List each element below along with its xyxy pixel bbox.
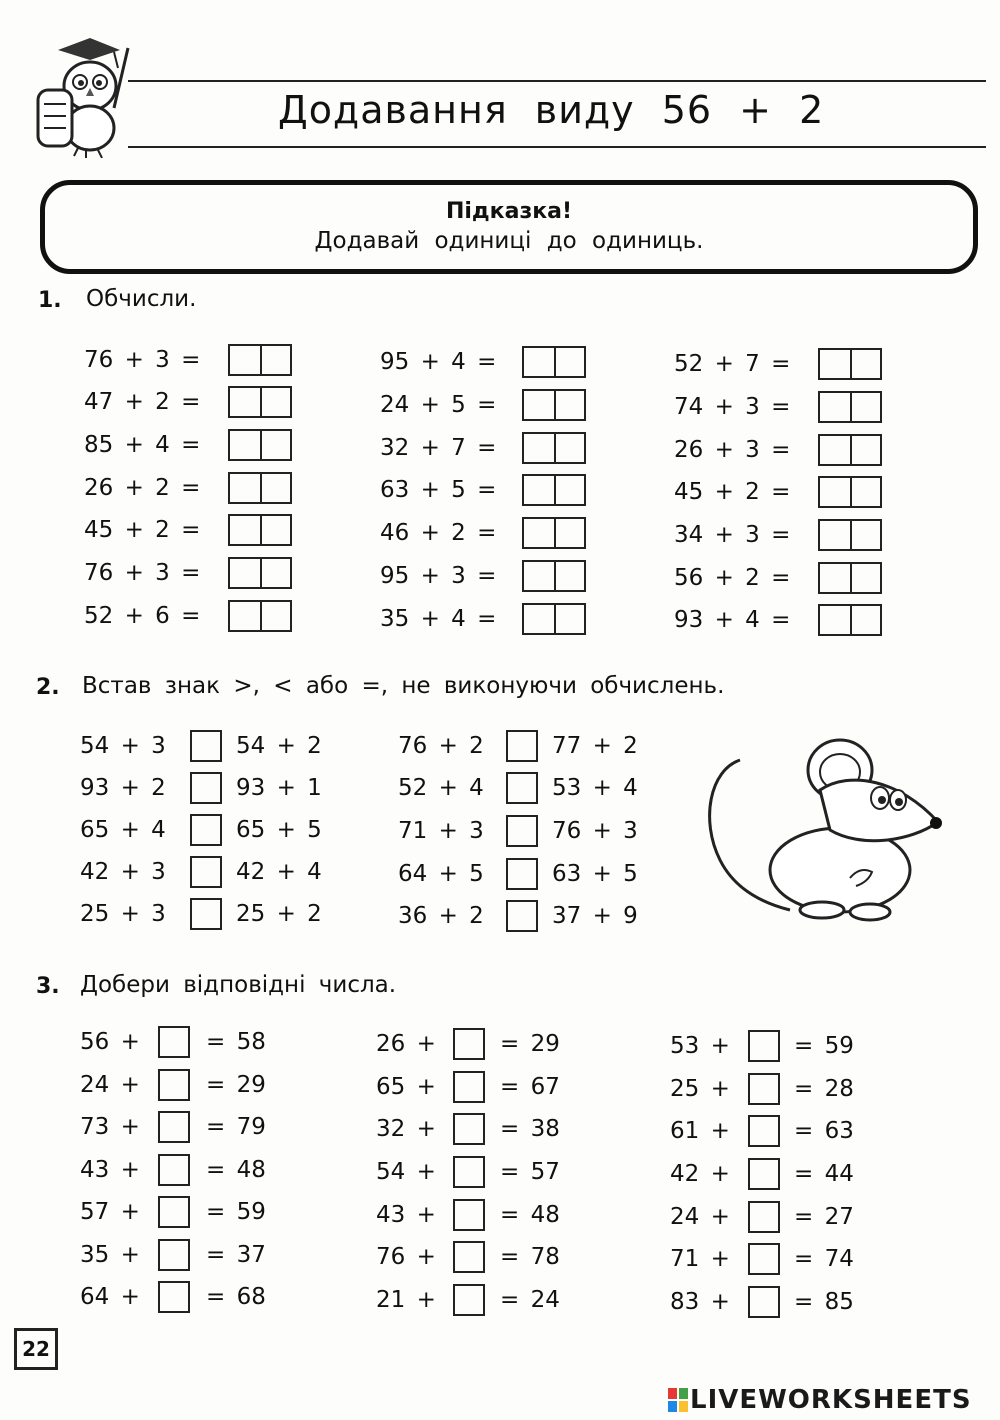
- task3-number: 3.: [36, 974, 60, 999]
- task1-expression: 85 + 4 =: [84, 432, 201, 458]
- left-expression: 93 + 2: [80, 775, 166, 801]
- sign-box[interactable]: [506, 900, 538, 932]
- answer-box[interactable]: [818, 434, 882, 466]
- missing-number-box[interactable]: [453, 1199, 485, 1231]
- right-expression: 37 + 9: [552, 903, 638, 929]
- missing-number-box[interactable]: [748, 1073, 780, 1105]
- missing-number-box[interactable]: [158, 1239, 190, 1271]
- result: = 27: [794, 1204, 854, 1230]
- answer-box[interactable]: [522, 432, 586, 464]
- left-operand: 21 +: [376, 1287, 436, 1313]
- answer-box[interactable]: [522, 346, 586, 378]
- task1-expression: 35 + 4 =: [380, 606, 497, 632]
- answer-box[interactable]: [818, 604, 882, 636]
- right-expression: 93 + 1: [236, 775, 322, 801]
- answer-box[interactable]: [522, 560, 586, 592]
- result: = 59: [794, 1033, 854, 1059]
- left-operand: 25 +: [670, 1076, 730, 1102]
- task1-expression: 52 + 7 =: [674, 351, 791, 377]
- result: = 57: [500, 1159, 560, 1185]
- task1-expression: 34 + 3 =: [674, 522, 791, 548]
- sign-box[interactable]: [506, 815, 538, 847]
- result: = 79: [206, 1114, 266, 1140]
- task1-expression: 95 + 3 =: [380, 563, 497, 589]
- answer-box[interactable]: [228, 344, 292, 376]
- answer-box[interactable]: [818, 476, 882, 508]
- right-expression: 65 + 5: [236, 817, 322, 843]
- right-expression: 42 + 4: [236, 859, 322, 885]
- task1-expression: 76 + 3 =: [84, 560, 201, 586]
- result: = 29: [206, 1072, 266, 1098]
- left-expression: 36 + 2: [398, 903, 484, 929]
- result: = 58: [206, 1029, 266, 1055]
- answer-box[interactable]: [228, 472, 292, 504]
- left-operand: 26 +: [376, 1031, 436, 1057]
- result: = 59: [206, 1199, 266, 1225]
- left-operand: 54 +: [376, 1159, 436, 1185]
- answer-box[interactable]: [818, 519, 882, 551]
- task1-expression: 26 + 2 =: [84, 475, 201, 501]
- result: = 78: [500, 1244, 560, 1270]
- task1-expression: 45 + 2 =: [84, 517, 201, 543]
- left-operand: 65 +: [376, 1074, 436, 1100]
- sign-box[interactable]: [190, 730, 222, 762]
- result: = 24: [500, 1287, 560, 1313]
- left-expression: 65 + 4: [80, 817, 166, 843]
- result: = 48: [206, 1157, 266, 1183]
- left-operand: 43 +: [376, 1202, 436, 1228]
- sign-box[interactable]: [190, 898, 222, 930]
- task3-title: Добери відповідні числа.: [80, 972, 397, 998]
- task1-expression: 45 + 2 =: [674, 479, 791, 505]
- missing-number-box[interactable]: [453, 1113, 485, 1145]
- answer-box[interactable]: [228, 386, 292, 418]
- left-expression: 71 + 3: [398, 818, 484, 844]
- left-expression: 76 + 2: [398, 733, 484, 759]
- left-operand: 73 +: [80, 1114, 140, 1140]
- result: = 74: [794, 1246, 854, 1272]
- left-operand: 42 +: [670, 1161, 730, 1187]
- missing-number-box[interactable]: [748, 1201, 780, 1233]
- task1-title: Обчисли.: [86, 286, 197, 312]
- page-number: 22: [14, 1328, 58, 1370]
- hint-box: [40, 180, 978, 274]
- page-title: Додавання виду 56 + 2: [278, 88, 825, 132]
- answer-box[interactable]: [522, 603, 586, 635]
- missing-number-box[interactable]: [453, 1241, 485, 1273]
- answer-box[interactable]: [228, 557, 292, 589]
- left-operand: 35 +: [80, 1242, 140, 1268]
- result: = 68: [206, 1284, 266, 1310]
- result: = 85: [794, 1289, 854, 1315]
- answer-box[interactable]: [818, 562, 882, 594]
- left-operand: 32 +: [376, 1116, 436, 1142]
- header-rule-bottom: [128, 146, 986, 148]
- task1-expression: 76 + 3 =: [84, 347, 201, 373]
- left-expression: 42 + 3: [80, 859, 166, 885]
- right-expression: 54 + 2: [236, 733, 322, 759]
- left-operand: 71 +: [670, 1246, 730, 1272]
- task2-number: 2.: [36, 675, 60, 700]
- liveworksheets-logo-icon: [668, 1388, 688, 1412]
- answer-box[interactable]: [818, 348, 882, 380]
- missing-number-box[interactable]: [158, 1154, 190, 1186]
- task2-title: Встав знак >, < або =, не виконуючи обчислень.: [82, 673, 725, 699]
- task1-expression: 95 + 4 =: [380, 349, 497, 375]
- missing-number-box[interactable]: [158, 1069, 190, 1101]
- missing-number-box[interactable]: [158, 1026, 190, 1058]
- right-expression: 25 + 2: [236, 901, 322, 927]
- missing-number-box[interactable]: [748, 1115, 780, 1147]
- left-operand: 24 +: [80, 1072, 140, 1098]
- left-operand: 57 +: [80, 1199, 140, 1225]
- left-operand: 43 +: [80, 1157, 140, 1183]
- missing-number-box[interactable]: [748, 1158, 780, 1190]
- task1-expression: 47 + 2 =: [84, 389, 201, 415]
- task1-expression: 32 + 7 =: [380, 435, 497, 461]
- sign-box[interactable]: [506, 730, 538, 762]
- result: = 63: [794, 1118, 854, 1144]
- task1-expression: 52 + 6 =: [84, 603, 201, 629]
- left-operand: 61 +: [670, 1118, 730, 1144]
- brand-watermark: LIVEWORKSHEETS: [690, 1385, 972, 1415]
- missing-number-box[interactable]: [748, 1286, 780, 1318]
- missing-number-box[interactable]: [748, 1243, 780, 1275]
- hint-title: Підказка!: [445, 199, 573, 224]
- left-operand: 53 +: [670, 1033, 730, 1059]
- left-expression: 64 + 5: [398, 861, 484, 887]
- task1-expression: 26 + 3 =: [674, 437, 791, 463]
- sign-box[interactable]: [190, 772, 222, 804]
- missing-number-box[interactable]: [453, 1284, 485, 1316]
- answer-box[interactable]: [522, 389, 586, 421]
- result: = 29: [500, 1031, 560, 1057]
- result: = 28: [794, 1076, 854, 1102]
- sign-box[interactable]: [506, 772, 538, 804]
- left-operand: 76 +: [376, 1244, 436, 1270]
- sign-box[interactable]: [506, 858, 538, 890]
- missing-number-box[interactable]: [158, 1196, 190, 1228]
- missing-number-box[interactable]: [158, 1281, 190, 1313]
- missing-number-box[interactable]: [453, 1071, 485, 1103]
- result: = 48: [500, 1202, 560, 1228]
- result: = 67: [500, 1074, 560, 1100]
- left-operand: 64 +: [80, 1284, 140, 1310]
- answer-box[interactable]: [228, 429, 292, 461]
- task1-expression: 46 + 2 =: [380, 520, 497, 546]
- missing-number-box[interactable]: [748, 1030, 780, 1062]
- task1-expression: 63 + 5 =: [380, 477, 497, 503]
- missing-number-box[interactable]: [158, 1111, 190, 1143]
- left-operand: 56 +: [80, 1029, 140, 1055]
- answer-box[interactable]: [818, 391, 882, 423]
- sign-box[interactable]: [190, 856, 222, 888]
- left-expression: 25 + 3: [80, 901, 166, 927]
- task1-expression: 93 + 4 =: [674, 607, 791, 633]
- result: = 44: [794, 1161, 854, 1187]
- answer-box[interactable]: [522, 474, 586, 506]
- right-expression: 53 + 4: [552, 775, 638, 801]
- missing-number-box[interactable]: [453, 1028, 485, 1060]
- hint-text: Додавай одиниці до одиниць.: [314, 228, 704, 254]
- answer-box[interactable]: [228, 514, 292, 546]
- left-expression: 52 + 4: [398, 775, 484, 801]
- left-expression: 54 + 3: [80, 733, 166, 759]
- result: = 37: [206, 1242, 266, 1268]
- task1-expression: 56 + 2 =: [674, 565, 791, 591]
- header-rule-top: [128, 80, 986, 82]
- mouse-illustration: [700, 730, 960, 930]
- task1-number: 1.: [38, 288, 62, 313]
- answer-box[interactable]: [228, 600, 292, 632]
- task1-expression: 74 + 3 =: [674, 394, 791, 420]
- right-expression: 63 + 5: [552, 861, 638, 887]
- missing-number-box[interactable]: [453, 1156, 485, 1188]
- answer-box[interactable]: [522, 517, 586, 549]
- left-operand: 24 +: [670, 1204, 730, 1230]
- task1-expression: 24 + 5 =: [380, 392, 497, 418]
- right-expression: 76 + 3: [552, 818, 638, 844]
- result: = 38: [500, 1116, 560, 1142]
- left-operand: 83 +: [670, 1289, 730, 1315]
- sign-box[interactable]: [190, 814, 222, 846]
- right-expression: 77 + 2: [552, 733, 638, 759]
- owl-scholar-illustration: [28, 28, 138, 158]
